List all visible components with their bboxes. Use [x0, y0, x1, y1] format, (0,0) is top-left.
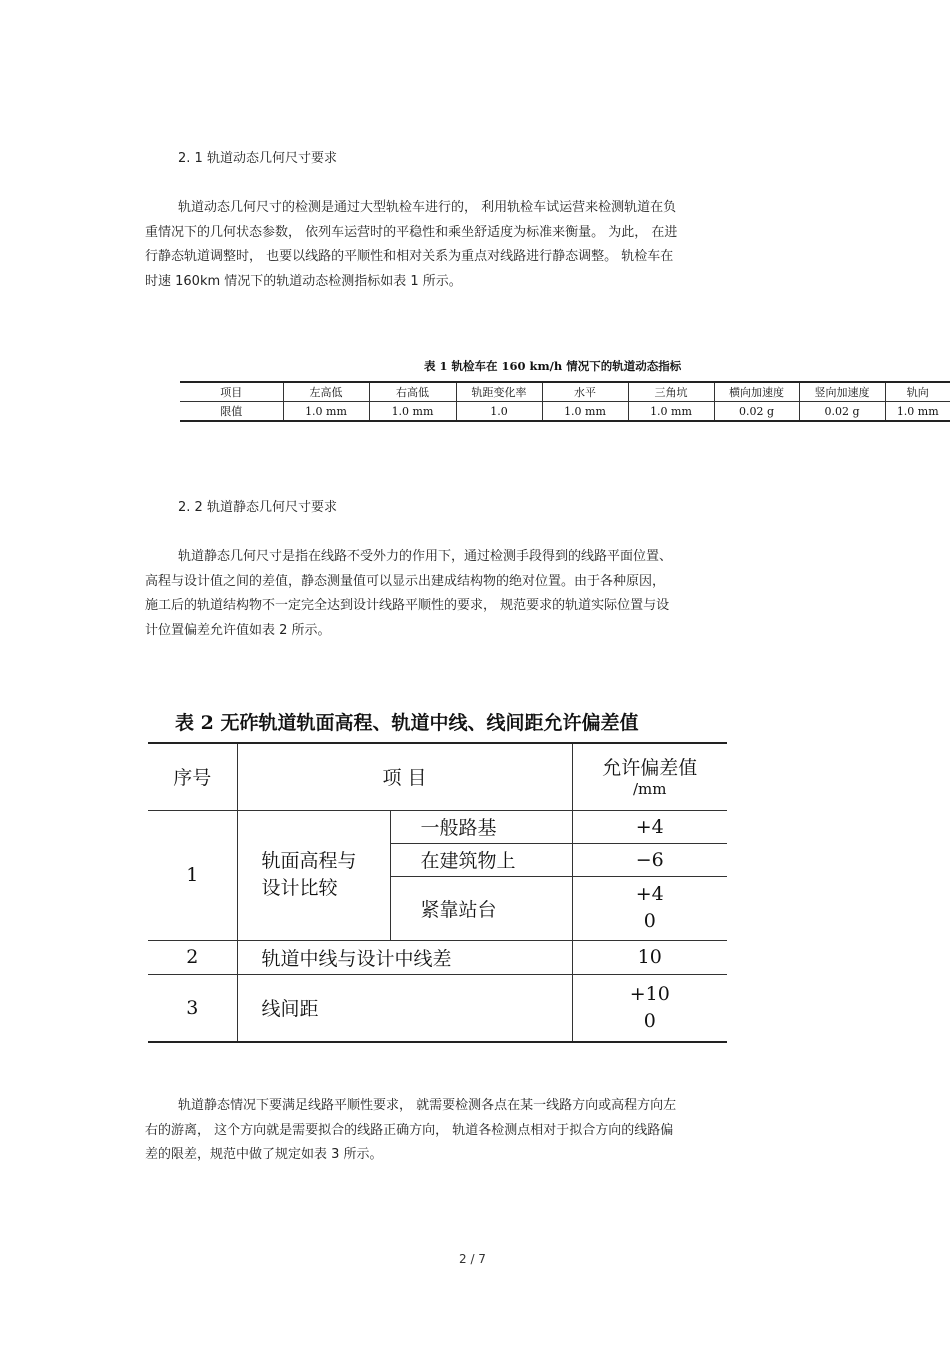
table2-header-unit: /mm: [633, 779, 667, 798]
table1-header-cell: 水平: [542, 382, 628, 402]
table2-header-seq: 序号: [148, 743, 237, 810]
table2-sub-label: 紧靠站台: [390, 876, 572, 940]
table2-value-cell: [572, 876, 727, 940]
paragraph-line: 右的游离， 这个方向就是需要拟合的线路正确方向， 轨道各检测点相对于拟合方向的线路偏: [145, 1123, 674, 1138]
table2-value-line: +10: [629, 982, 670, 1005]
table-row: [148, 940, 727, 974]
table1-header-cell: 右高低: [369, 382, 456, 402]
table1: [180, 381, 950, 422]
paragraph-line: 施工后的轨道结构物不一定完全达到设计线路平顺性的要求， 规范要求的轨道实际位置与设: [145, 598, 670, 613]
table1-header-cell: 轨向: [885, 382, 950, 402]
page-number: 2 / 7: [459, 1252, 486, 1266]
table1-caption: 表 1 轨检车在 160 km/h 情况下的轨道动态指标: [424, 359, 682, 373]
table2-value-line: 0: [643, 1009, 656, 1032]
table1-header-cell: 左高低: [283, 382, 369, 402]
table2-seq-cell: 1: [148, 810, 237, 940]
table1-cell: 1.0: [456, 402, 542, 422]
table2-group-line: 轨面高程与: [261, 850, 357, 872]
table2-sub-label: 一般路基: [390, 810, 572, 843]
table2-seq-cell: 2: [148, 940, 237, 974]
paragraph-line: 重情况下的几何状态参数， 依列车运营时的平稳性和乘坐舒适度为标准来衡量。 为此， 在进: [145, 225, 678, 240]
table2-seq-cell: 3: [148, 974, 237, 1042]
table2-item-cell: 轨道中线与设计中线差: [237, 940, 572, 974]
table2-header-value: [572, 743, 727, 810]
table1-cell: 1.0 mm: [628, 402, 714, 422]
table2-sub-label: 在建筑物上: [390, 843, 572, 876]
table2-header-item: 项 目: [237, 743, 572, 810]
section-heading-2-1: 2. 1 轨道动态几何尺寸要求: [178, 151, 337, 166]
table1-header-cell: 轨距变化率: [456, 382, 542, 402]
table1-cell: 限值: [180, 402, 283, 422]
paragraph-line: 行静态轨道调整时， 也要以线路的平顺性和相对关系为重点对线路进行静态调整。 轨检车在: [145, 249, 674, 264]
paragraph-line: 差的限差，规范中做了规定如表 3 所示。: [145, 1147, 383, 1162]
paragraph-line: 轨道静态情况下要满足线路平顺性要求， 就需要检测各点在某一线路方向或高程方向左: [178, 1098, 677, 1113]
table1-cell: 1.0 mm: [369, 402, 456, 422]
table2-header-row: [148, 743, 727, 810]
table1-cell: 0.02 g: [799, 402, 885, 422]
table-row: [148, 810, 727, 843]
table2: [148, 742, 727, 1043]
table1-header-cell: 项目: [180, 382, 283, 402]
table2-header-value-label: 允许偏差值: [602, 756, 698, 779]
table2-value-cell: [572, 974, 727, 1042]
table2-item-cell: 线间距: [237, 974, 572, 1042]
table1-header-cell: 竖向加速度: [799, 382, 885, 402]
paragraph-line: 计位置偏差允许值如表 2 所示。: [145, 623, 331, 638]
table2-caption: 表 2 无砟轨道轨面高程、轨道中线、线间距允许偏差值: [175, 712, 639, 734]
paragraph-line: 高程与设计值之间的差值，静态测量值可以显示出建成结构物的绝对位置。由于各种原因，: [145, 574, 666, 589]
table-row: [148, 974, 727, 1042]
table1-header-cell: 三角坑: [628, 382, 714, 402]
table2-value-line: +4: [635, 883, 664, 905]
table2-value-line: 0: [643, 910, 656, 932]
table1-cell: 1.0 mm: [283, 402, 369, 422]
table1-header-row: [180, 382, 950, 402]
table2-value-cell: +4: [572, 810, 727, 843]
paragraph-line: 时速 160km 情况下的轨道动态检测指标如表 1 所示。: [145, 274, 462, 289]
table2-value-cell: 10: [572, 940, 727, 974]
table2-group-cell: [237, 810, 390, 940]
table1-cell: 1.0 mm: [885, 402, 950, 422]
table2-group-line: 设计比较: [261, 877, 338, 899]
paragraph-line: 轨道动态几何尺寸的检测是通过大型轨检车进行的， 利用轨检车试运营来检测轨道在负: [178, 200, 677, 215]
table2-value-cell: −6: [572, 843, 727, 876]
paragraph-line: 轨道静态几何尺寸是指在线路不受外力的作用下，通过检测手段得到的线路平面位置、: [178, 549, 673, 564]
table1-cell: 1.0 mm: [542, 402, 628, 422]
section-heading-2-2: 2. 2 轨道静态几何尺寸要求: [178, 500, 337, 515]
table1-header-cell: 横向加速度: [714, 382, 799, 402]
table1-cell: 0.02 g: [714, 402, 799, 422]
table1-value-row: [180, 402, 950, 422]
